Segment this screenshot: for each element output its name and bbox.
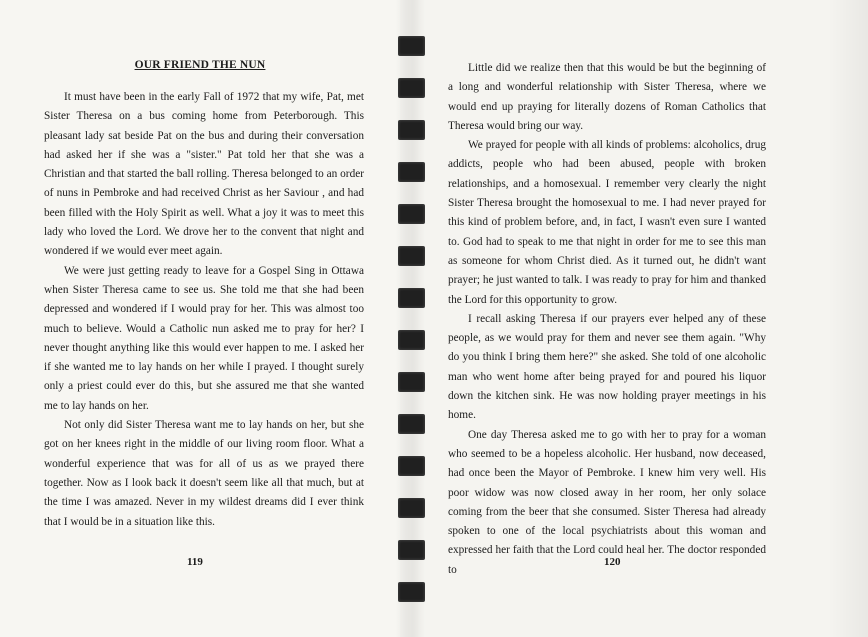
paragraph: I recall asking Theresa if our prayers ever helped any of these people, as we would pray for them and never see them again. "Why do you think I bring them here?" she asked. She told of one alcoholic man who went home after being prayed for and poured his liquor down the kitchen sink. He was now holding prayer meetings in his home. <box>448 312 766 422</box>
paragraph: One day Theresa asked me to go with her to pray for a woman who seemed to be a hopeless alcoholic. Her husband, now deceased, had once been the Mayor of Pembroke. I knew him very well. His poor widow was now closed away in her room, her only solace coming from the beer that she consumed. Sister Theresa had already spoken to one of the local psychiatrists about this woman and expressed her faith that the Lord could heal her. The doctor responded to <box>448 428 766 576</box>
binding-hole <box>398 414 425 434</box>
binding-hole <box>398 120 425 140</box>
right-page-text <box>448 59 766 580</box>
paragraph: We were just getting ready to leave for a Gospel Sing in Ottawa when Sister Theresa came to see us. She told me that she had been depressed and wondered if I would pray for her. This was almost too much to believe. Would a Catholic nun asked me to pray for her? I never thought anything like this would ever happen to me. I asked her if she wanted me to lay hands on her while I prayed. I thought surely only a priest could ever do this, but she assured me that she wanted me to lay hands on her. <box>44 264 364 412</box>
page-number-left: 119 <box>187 556 203 568</box>
binding-hole <box>398 246 425 266</box>
paragraph: It must have been in the early Fall of 1972 that my wife, Pat, met Sister Theresa on a bus coming home from Peterborough. This pleasant lady sat beside Pat on the bus and during their conversation had asked her if she was a "sister." Pat told her that she was a Christian and that started the ball rolling. Theresa belonged to an order of nuns in Pembroke and had received Christ as her Saviour , and had been filled with the Holy Spirit as well. What a joy it was to meet this lady who loved the Lord. We drove her to the convent that night and wondered if we would ever meet again. <box>44 91 364 258</box>
binding-hole <box>398 330 425 350</box>
left-page-text <box>44 88 364 532</box>
binding-hole <box>398 540 425 560</box>
binding-hole <box>398 498 425 518</box>
binding-hole <box>398 372 425 392</box>
binding-hole <box>398 36 425 56</box>
chapter-title: OUR FRIEND THE NUN <box>134 59 266 71</box>
binding-hole <box>398 582 425 602</box>
binding-hole <box>398 78 425 98</box>
binding-hole <box>398 456 425 476</box>
paragraph: Little did we realize then that this would be but the beginning of a long and wonderful relationship with Sister Theresa, where we would end up praying for literally dozens of Roman Catholics that Theresa would bring our way. <box>448 62 766 132</box>
paragraph: We prayed for people with all kinds of problems: alcoholics, drug addicts, people who had been abused, people with broken relationships, and a homosexual. I remember very clearly the night Sister Theresa brought the homosexual to me. I had never prayed for this kind of problem before, and, in fact, I wasn't even sure I wanted to. God had to speak to me that night in order for me to see this man as someone for whom Christ died. As it turned out, he didn't want prayer; he just wanted to talk. I was ready to pray for him and thanked the Lord for this opportunity to grow. <box>448 139 766 306</box>
right-page <box>418 0 868 637</box>
binding-hole <box>398 288 425 308</box>
binding-hole <box>398 204 425 224</box>
binding-hole <box>398 162 425 182</box>
page-edge-shadow <box>828 0 868 637</box>
page-number-right: 120 <box>604 556 621 568</box>
spiral-binding <box>398 36 426 616</box>
left-page <box>0 0 400 637</box>
paragraph: Not only did Sister Theresa want me to lay hands on her, but she got on her knees right in the middle of our living room floor. What a wonderful experience that was for all of us as we prayed there together. Now as I look back it doesn't seem like all that much, but at the time I was amazed. Never in my wildest dreams did I ever think that I would be in a situation like this. <box>44 419 364 528</box>
